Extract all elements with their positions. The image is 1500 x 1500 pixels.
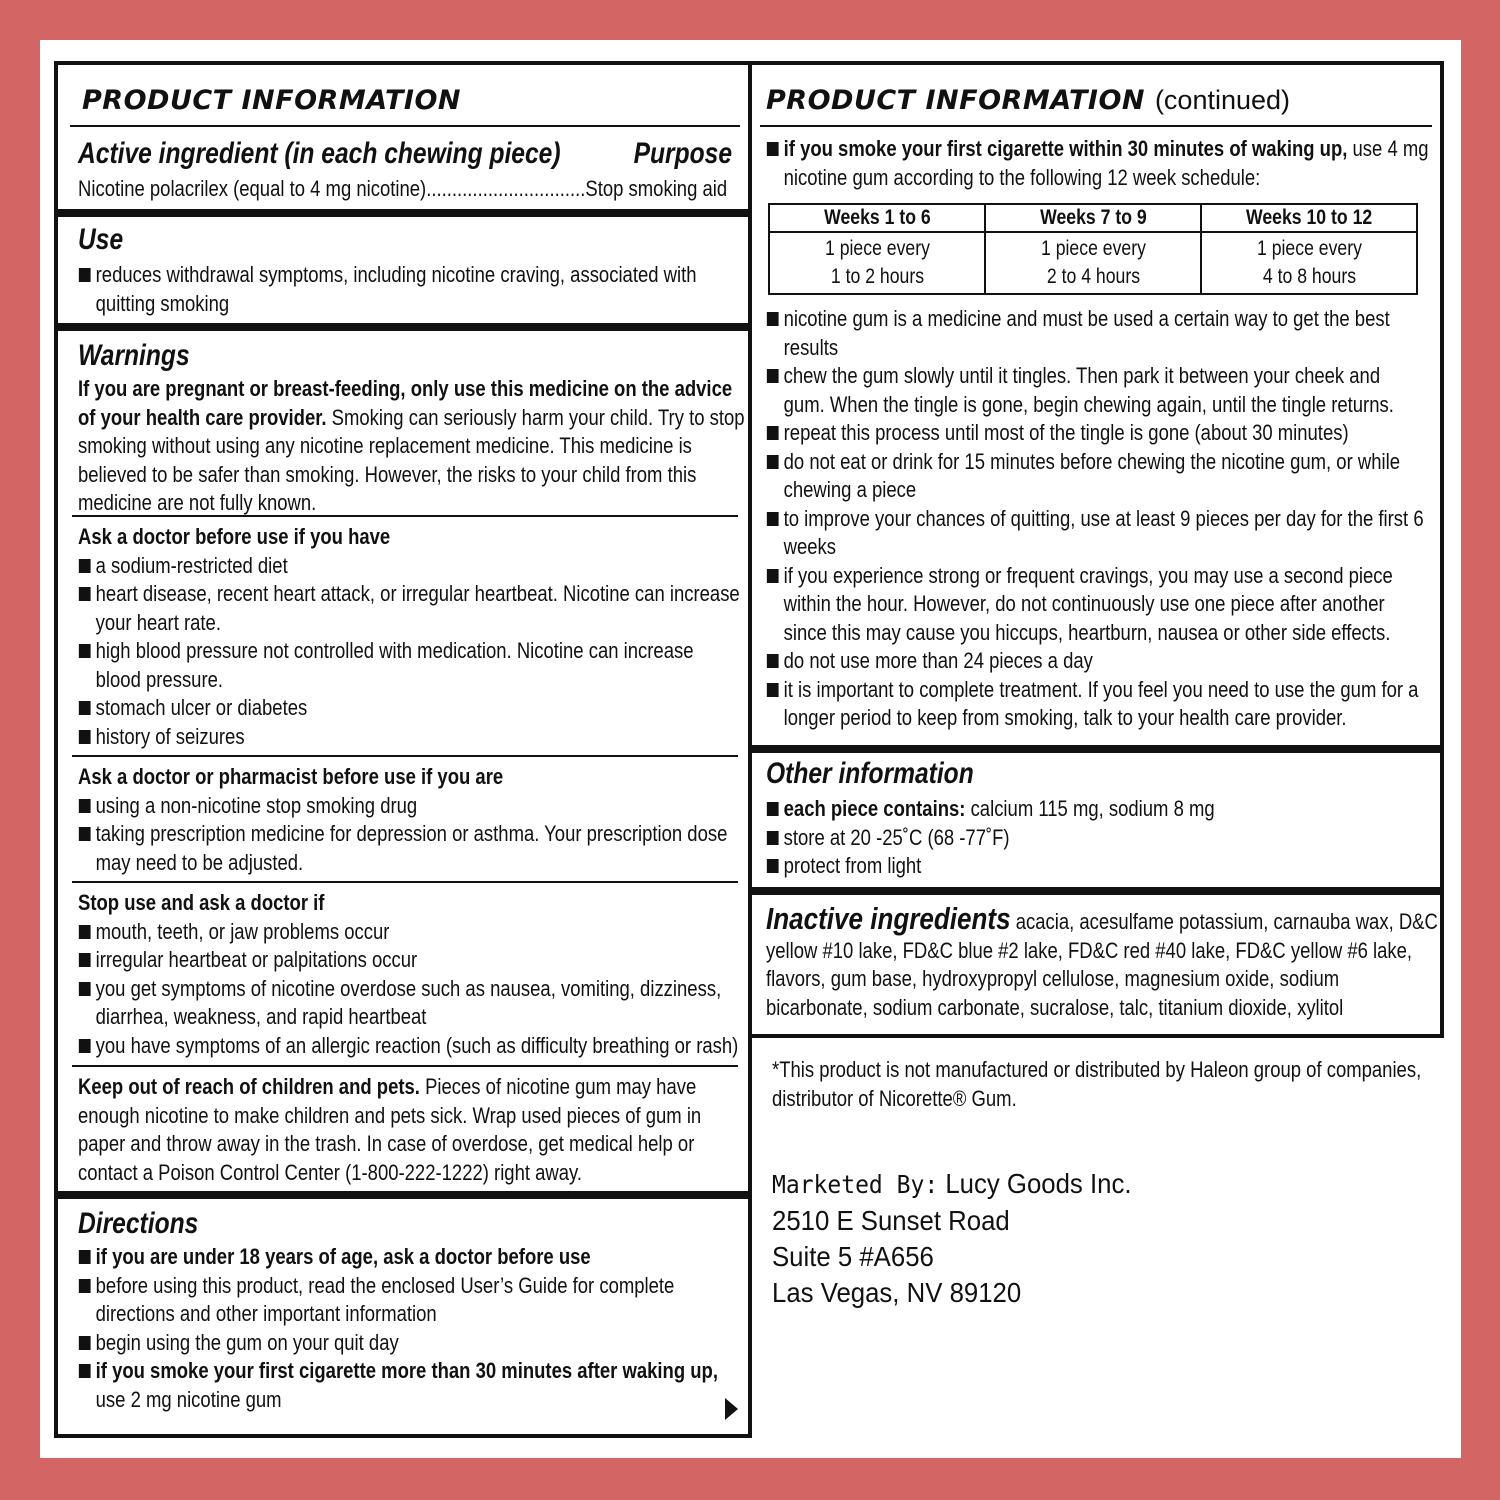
divider xyxy=(72,755,738,757)
ask-doctor-item: high blood pressure not controlled with medication. Nicotine can increase xyxy=(78,637,740,666)
ingredient-name: Nicotine polacrilex (equal to 4 mg nicotine) xyxy=(78,176,427,201)
schedule-intro-cont: nicotine gum according to the following 12 week schedule: xyxy=(783,164,1261,190)
inactive-line: flavors, gum base, hydroxypropyl cellulose, magnesium oxide, sodium xyxy=(766,966,1340,991)
directions-item-cont: within the hour. However, do not continuously use one piece after another xyxy=(783,591,1385,616)
use-bullet: reduces withdrawal symptoms, including nicotine craving, associated with xyxy=(78,261,697,290)
keep-out-line: contact a Poison Control Center (1-800-222-1222) right away. xyxy=(78,1159,583,1185)
directions-item-cont: gum. When the tingle is gone, begin chewing again, until the tingle returns. xyxy=(783,391,1394,417)
directions-item: to improve your chances of quitting, use at least 9 pieces per day for the first 6 xyxy=(766,505,1424,534)
directions-item: repeat this process until most of the tingle is gone (about 30 minutes) xyxy=(766,419,1424,448)
stop-use-item: you get symptoms of nicotine overdose such as nausea, vomiting, dizziness, xyxy=(78,975,738,1004)
directions-item: chew the gum slowly until it tingles. Then park it between your cheek and xyxy=(766,362,1424,391)
active-ingredient-heading: Active ingredient (in each chewing piece) xyxy=(78,137,561,170)
pregnancy-warning-line2: of your health care provider. Smoking can seriously harm your child. Try to stop xyxy=(78,404,745,430)
directions-steps xyxy=(766,305,1424,733)
directions-item-cont: results xyxy=(783,334,839,360)
inactive-ingredients-heading: Inactive ingredients xyxy=(766,901,1011,936)
directions-continued-section xyxy=(752,65,1440,765)
ask-pharmacist-item-cont: may need to be adjusted. xyxy=(95,849,304,875)
warnings-section xyxy=(58,331,748,1191)
schedule-intro-bullet: if you smoke your first cigarette within 30 minutes of waking up, use 4 mg xyxy=(766,135,1429,164)
table-cell: 1 piece every 4 to 8 hours xyxy=(1201,232,1417,294)
directions-item: before using this product, read the enclosed User’s Guide for complete xyxy=(78,1272,718,1301)
other-info-item: each piece contains: calcium 115 mg, sodium 8 mg xyxy=(766,795,1215,824)
inactive-line: bicarbonate, sodium carbonate, sucralose, talc, titanium dioxide, xylitol xyxy=(766,994,1344,1020)
ask-pharmacist-item: using a non-nicotine stop smoking drug xyxy=(78,792,727,821)
directions-item: begin using the gum on your quit day xyxy=(78,1329,718,1358)
directions-item-cont: longer period to keep from smoking, talk to your health care provider. xyxy=(783,705,1347,730)
ask-doctor-item-cont: blood pressure. xyxy=(95,666,224,692)
directions-item-cont: chewing a piece xyxy=(783,477,917,502)
right-panel xyxy=(752,61,1444,1038)
warnings-heading: Warnings xyxy=(78,339,190,372)
ask-pharmacist-block xyxy=(78,763,727,877)
other-info-item: store at 20 -25˚C (68 -77˚F) xyxy=(766,824,1215,853)
directions-item: it is important to complete treatment. If you feel you need to use the gum for a xyxy=(766,676,1424,705)
active-ingredient-line xyxy=(78,175,727,204)
table-header: Weeks 7 to 9 xyxy=(985,204,1201,232)
use-bullet-cont: quitting smoking xyxy=(95,290,230,316)
keep-out-line1: Keep out of reach of children and pets. Pieces of nicotine gum may have xyxy=(78,1074,697,1099)
ask-pharmacist-heading: Ask a doctor or pharmacist before use if you are xyxy=(78,764,504,789)
right-panel-title: PRODUCT INFORMATION (continued) xyxy=(766,85,1291,116)
left-panel-title: PRODUCT INFORMATION xyxy=(82,85,462,116)
directions-list xyxy=(78,1243,718,1414)
directions-section xyxy=(58,1199,748,1434)
dosing-schedule-table xyxy=(768,203,1418,295)
section-divider xyxy=(752,887,1440,895)
divider xyxy=(72,515,738,517)
directions-item: do not use more than 24 pieces a day xyxy=(766,647,1424,676)
use-heading: Use xyxy=(78,223,124,256)
inactive-ingredients-section xyxy=(752,895,1440,1038)
marketer-label: Marketed By: xyxy=(772,1170,939,1199)
table-header-row xyxy=(769,204,1417,232)
directions-item-cont: since this may cause you hiccups, heartburn, nausea or other side effects. xyxy=(783,619,1391,645)
stop-use-item: irregular heartbeat or palpitations occur xyxy=(78,946,738,975)
pregnancy-warning-bold: If you are pregnant or breast-feeding, only use this medicine on the advice xyxy=(78,376,733,401)
directions-item: if you are under 18 years of age, ask a doctor before use xyxy=(78,1243,718,1272)
inactive-line1: Inactive ingredients acacia, acesulfame potassium, carnauba wax, D&C xyxy=(766,901,1438,936)
keep-out-line: enough nicotine to make children and pets sick. Wrap used pieces of gum in xyxy=(78,1102,702,1128)
other-information-list xyxy=(766,795,1215,881)
other-info-item: protect from light xyxy=(766,852,1215,881)
warnings-line: believed to be safer than smoking. However, the risks to your child from this xyxy=(78,461,697,487)
marketer-name: Lucy Goods Inc. xyxy=(938,1168,1132,1199)
divider xyxy=(72,881,738,883)
ask-doctor-item: heart disease, recent heart attack, or irregular heartbeat. Nicotine can increase xyxy=(78,580,740,609)
directions-heading: Directions xyxy=(78,1207,199,1240)
marketer-line xyxy=(772,1166,1131,1203)
divider xyxy=(760,125,1432,127)
section-divider xyxy=(752,745,1440,753)
left-panel xyxy=(54,61,752,1438)
purpose-value: Stop smoking aid xyxy=(585,176,728,201)
left-title-section xyxy=(58,65,748,127)
other-information-heading: Other information xyxy=(766,757,974,790)
directions-item: do not eat or drink for 15 minutes before chewing the nicotine gum, or while xyxy=(766,448,1424,477)
marketer-street: 2510 E Sunset Road xyxy=(772,1205,1010,1236)
footnote xyxy=(772,1056,1421,1113)
directions-item-cont: use 2 mg nicotine gum xyxy=(95,1386,282,1412)
table-cell: 1 piece every 2 to 4 hours xyxy=(985,232,1201,294)
table-header: Weeks 10 to 12 xyxy=(1201,204,1417,232)
use-text xyxy=(78,261,697,318)
directions-item: nicotine gum is a medicine and must be used a certain way to get the best xyxy=(766,305,1424,334)
schedule-intro xyxy=(766,135,1429,192)
divider xyxy=(72,1065,738,1067)
keep-out-line: paper and throw away in the trash. In case of overdose, get medical help or xyxy=(78,1131,695,1156)
dot-leader: ............................... xyxy=(426,176,586,201)
stop-use-item: you have symptoms of an allergic reaction (such as difficulty breathing or rash) xyxy=(78,1032,738,1061)
inactive-line: yellow #10 lake, FD&C blue #2 lake, FD&C red #40 lake, FD&C yellow #6 lake, xyxy=(766,937,1413,963)
footnote-line: *This product is not manufactured or distributed by Haleon group of companies, xyxy=(772,1057,1422,1082)
warnings-paragraph xyxy=(78,375,745,518)
ask-pharmacist-item: taking prescription medicine for depression or asthma. Your prescription dose xyxy=(78,820,727,849)
section-divider xyxy=(58,1191,748,1199)
directions-item-cont: directions and other important information xyxy=(95,1301,437,1326)
stop-use-block xyxy=(78,889,738,1060)
table-row xyxy=(769,232,1417,294)
ask-doctor-item-cont: your heart rate. xyxy=(95,609,221,635)
warnings-line: medicine are not fully known. xyxy=(78,490,317,515)
ask-doctor-item: history of seizures xyxy=(78,723,740,752)
directions-item-cont: weeks xyxy=(783,534,837,559)
ask-doctor-item: stomach ulcer or diabetes xyxy=(78,694,740,723)
warnings-line: smoking without using any nicotine replacement medicine. This medicine is xyxy=(78,433,692,458)
footnote-line: distributor of Nicorette® Gum. xyxy=(772,1085,1017,1111)
directions-item: if you experience strong or frequent cravings, you may use a second piece xyxy=(766,562,1424,591)
drug-facts-card xyxy=(40,40,1461,1458)
keep-out-block xyxy=(78,1073,701,1187)
ask-doctor-item: a sodium-restricted diet xyxy=(78,552,740,581)
directions-item: if you smoke your first cigarette more than 30 minutes after waking up, xyxy=(78,1357,718,1386)
inactive-ingredients-text xyxy=(766,901,1438,1022)
marketer-suite: Suite 5 #A656 xyxy=(772,1241,934,1272)
ask-doctor-heading: Ask a doctor before use if you have xyxy=(78,524,391,549)
purpose-heading: Purpose xyxy=(633,137,732,170)
table-cell: 1 piece every 1 to 2 hours xyxy=(769,232,985,294)
use-section xyxy=(58,217,748,331)
other-information-section xyxy=(752,753,1440,887)
marketer-address xyxy=(772,1166,1131,1311)
stop-use-item: mouth, teeth, or jaw problems occur xyxy=(78,918,738,947)
table-header: Weeks 1 to 6 xyxy=(769,204,985,232)
active-ingredient-section xyxy=(58,127,748,217)
stop-use-item-cont: diarrhea, weakness, and rapid heartbeat xyxy=(95,1004,427,1029)
marketer-city: Las Vegas, NV 89120 xyxy=(772,1277,1022,1308)
ask-doctor-block xyxy=(78,523,740,751)
stop-use-heading: Stop use and ask a doctor if xyxy=(78,890,325,915)
continued-arrow-icon xyxy=(725,1398,738,1420)
